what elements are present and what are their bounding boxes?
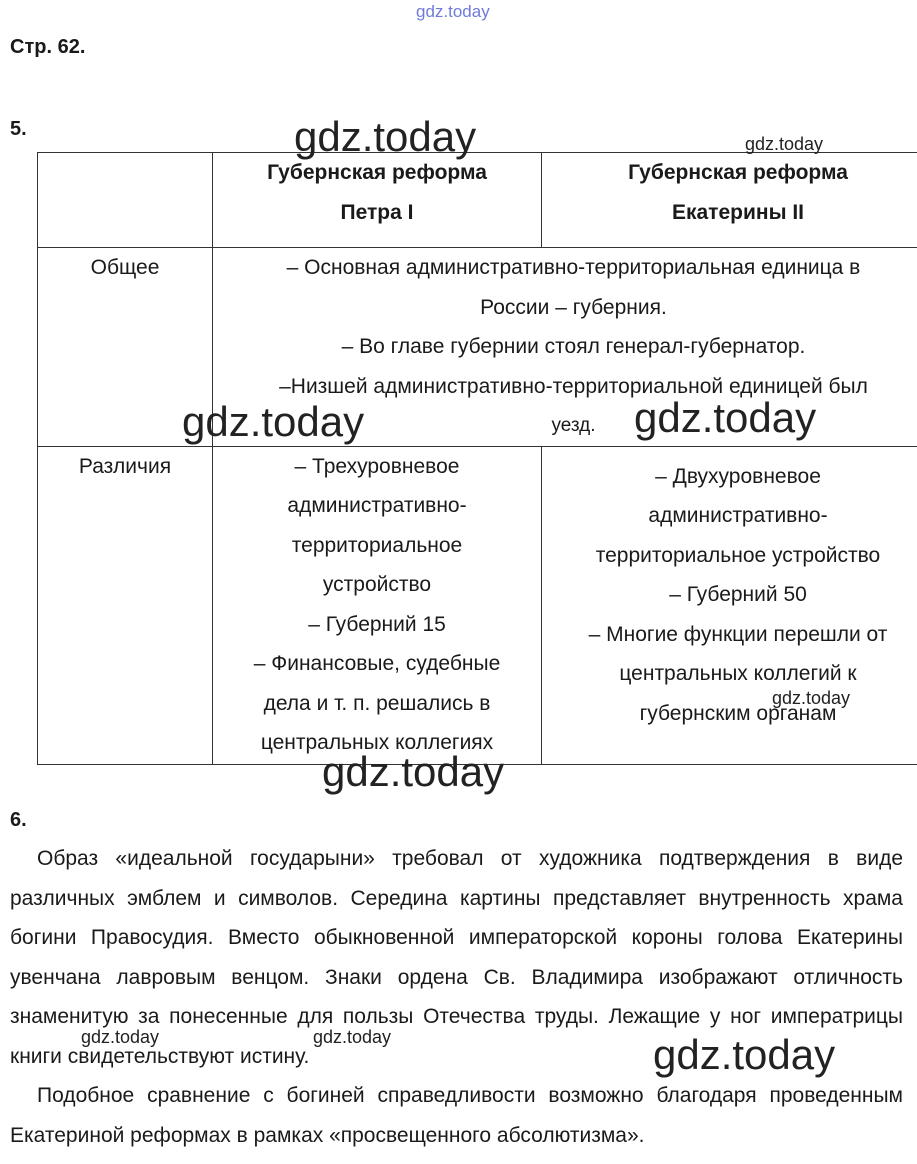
row-label-differences: Различия [38,446,213,764]
catherine-diff-line: центральных коллегий к [619,662,857,685]
watermark: gdz.today [653,1031,836,1078]
page-reference: Стр. 62. [10,36,86,58]
watermark: gdz.today [745,134,824,154]
common-line: России – губерния. [480,295,667,319]
common-line: уезд. [551,415,596,436]
catherine-diff-line: – Многие функции перешли от [588,622,888,646]
common-features-cell [213,248,917,447]
catherine-differences-cell [542,446,917,764]
task-5-number: 5. [10,118,27,140]
peter-diff-line: – Губерний 15 [308,612,446,636]
peter-diff-line: центральных коллегиях [260,731,494,754]
peter-differences-cell [213,446,542,764]
peter-diff-line: устройство [322,573,432,596]
catherine-diff-line: губернским органам [639,701,837,725]
header-peter-reform: Губернская реформа Петра I [213,153,542,248]
peter-diff-line: административно- [287,494,467,517]
watermark: gdz.today [81,1027,160,1047]
common-line: – Во главе губернии стоял генерал-губернатор. [341,335,806,358]
comparison-table [37,152,917,765]
header-catherine-reform: Губернская реформа Екатерины II [542,153,917,248]
catherine-diff-line: – Двухуровневое [655,464,821,488]
catherine-diff-line: территориальное устройство [595,543,881,567]
watermark: gdz.today [772,688,851,708]
table-header-row [38,153,917,248]
watermark: gdz.today [313,1027,392,1047]
common-line: –Низшей административно-территориальной единицей был [279,374,868,398]
watermark: gdz.today [294,113,477,160]
catherine-diff-line: – Губерний 50 [669,583,807,606]
row-label-common: Общее [38,248,213,447]
common-line: – Основная административно-территориальная единица в [286,256,861,279]
task-6-paragraph-2: Подобное сравнение с богиней справедливости возможно благодаря проведенным Екатериной реформах в рамках «просвещенного абсолютизма». [10,1084,903,1147]
watermark: gdz.today [182,398,365,445]
peter-diff-line: – Финансовые, судебные [253,652,501,675]
table-header-empty-cell [38,153,213,248]
watermark-top: gdz.today [416,2,490,21]
watermark: gdz.today [634,394,817,441]
peter-diff-line: дела и т. п. решались в [263,691,491,715]
table-row-differences [38,446,917,764]
peter-diff-line: территориальное [291,533,463,557]
watermark: gdz.today [322,748,505,795]
table-row-common [38,248,917,447]
task-6-number: 6. [10,809,27,831]
task-6-paragraph-1: Образ «идеальной государыни» требовал от художника подтверждения в виде различных эмблем и символов. Середина картины представляет внутренность храма богини Правосудия. Вместо обыкновенной императорской короны голова Екатерины увенчана лавровым венцом. Знаки ордена Св. Владимира изображают отличность знаменитую за понесенные для пользы Отечества труды. Лежащие у ног императрицы книги свидетельствуют истину. [10,847,903,1068]
peter-diff-line: – Трехуровневое [294,454,460,478]
catherine-diff-line: административно- [648,504,828,527]
